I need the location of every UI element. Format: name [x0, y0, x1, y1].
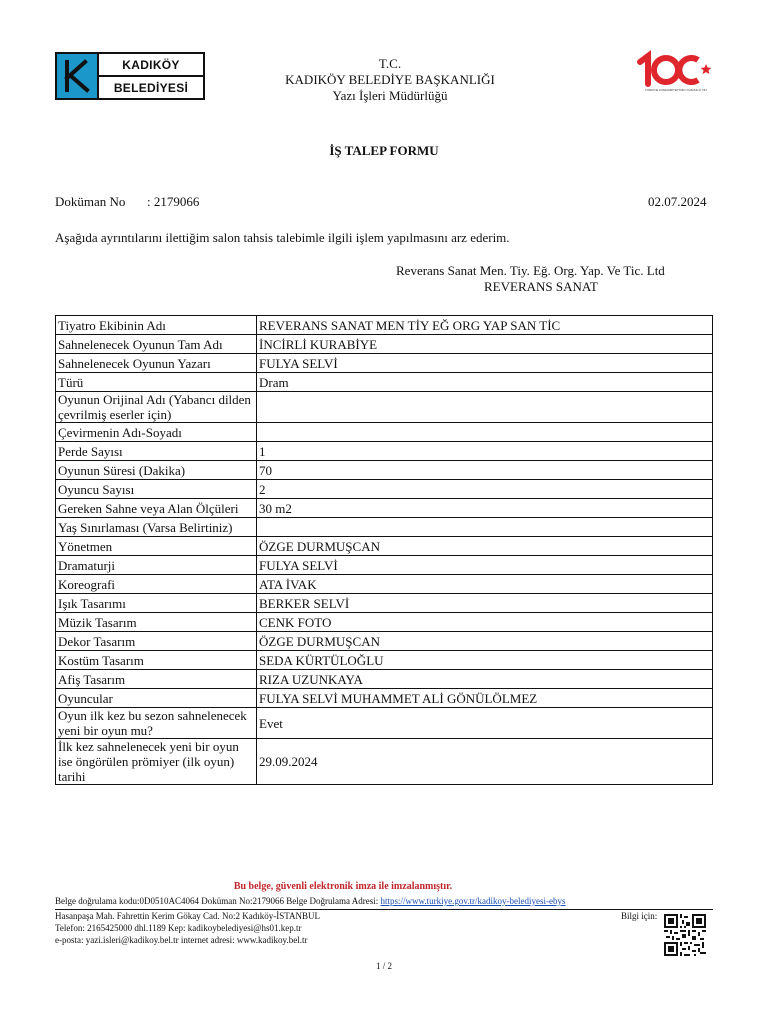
field-value: REVERANS SANAT MEN TİY EĞ ORG YAP SAN TİC: [257, 316, 713, 335]
header-institution: KADIKÖY BELEDİYE BAŞKANLIĞI: [285, 72, 495, 87]
field-value: 2: [257, 480, 713, 499]
table-row: [56, 423, 713, 442]
field-label: Oyun ilk kez bu sezon sahnelenecek yeni bir oyun mu?: [56, 708, 257, 739]
field-label: Oyuncular: [56, 689, 257, 708]
esign-notice: Bu belge, güvenli elektronik imza ile imzalanmıştır.: [233, 881, 453, 892]
field-value: FULYA SELVİ MUHAMMET ALİ GÖNÜLÖLMEZ: [257, 689, 713, 708]
form-table: [55, 315, 713, 785]
field-label: Oyuncu Sayısı: [56, 480, 257, 499]
table-row: [56, 480, 713, 499]
intro-text: Aşağıda ayrıntılarını ilettiğim salon tahsis talebimle ilgili işlem yapılmasını arz ederim.: [55, 230, 510, 245]
field-label: Dekor Tasarım: [56, 632, 257, 651]
company-name: Reverans Sanat Men. Tiy. Eğ. Org. Yap. Ve Tic. Ltd: [396, 263, 665, 278]
table-row: [56, 613, 713, 632]
field-label: Çevirmenin Adı-Soyadı: [56, 423, 257, 442]
table-row: [56, 392, 713, 423]
table-row: [56, 575, 713, 594]
header-department: Yazı İşleri Müdürlüğü: [332, 88, 448, 103]
field-value: FULYA SELVİ: [257, 354, 713, 373]
field-value: [257, 423, 713, 442]
table-row: [56, 518, 713, 537]
form-title: İŞ TALEP FORMU: [329, 143, 439, 158]
field-value: FULYA SELVİ: [257, 556, 713, 575]
field-label: Koreografi: [56, 575, 257, 594]
qr-code-icon: [664, 914, 706, 956]
field-value: ÖZGE DURMUŞCAN: [257, 537, 713, 556]
field-value: [257, 518, 713, 537]
table-row: [56, 594, 713, 613]
field-label: Dramaturji: [56, 556, 257, 575]
field-label: Kostüm Tasarım: [56, 651, 257, 670]
footer-phone: Telefon: 2165425000 dhl.1189 Kep: kadikoybelediyesi@hs01.kep.tr: [55, 923, 302, 933]
field-label: Yönetmen: [56, 537, 257, 556]
field-label: Afiş Tasarım: [56, 670, 257, 689]
field-label: Gereken Sahne veya Alan Ölçüleri: [56, 499, 257, 518]
company-short-name: REVERANS SANAT: [484, 279, 598, 294]
field-value: RIZA UZUNKAYA: [257, 670, 713, 689]
table-row: [56, 537, 713, 556]
logo-line2: BELEDİYESİ: [113, 80, 189, 95]
table-row: [56, 316, 713, 335]
table-row: [56, 499, 713, 518]
table-row: [56, 354, 713, 373]
logo-line1: KADIKÖY: [99, 54, 203, 77]
verification-link[interactable]: https://www.turkiye.gov.tr/kadikoy-belediyesi-ebys: [380, 896, 566, 906]
table-row: [56, 461, 713, 480]
badge-caption: TÜRKİYE CUMHURİYETİ'NİN YÜZÜNCÜ YILI: [645, 88, 707, 92]
doc-number-label: Doküman No: [55, 194, 126, 209]
table-row: [56, 632, 713, 651]
table-row: [56, 335, 713, 354]
field-label: Sahnelenecek Oyunun Yazarı: [56, 354, 257, 373]
field-value: İNCİRLİ KURABİYE: [257, 335, 713, 354]
field-value: 70: [257, 461, 713, 480]
table-row: [56, 442, 713, 461]
field-value: Evet: [257, 708, 713, 739]
field-value: SEDA KÜRTÜLOĞLU: [257, 651, 713, 670]
footer-email: e-posta: yazi.isleri@kadikoy.bel.tr internet adresi: www.kadikoy.bel.tr: [55, 935, 308, 945]
doc-number-value: : 2179066: [147, 194, 200, 209]
field-label: Işık Tasarımı: [56, 594, 257, 613]
field-label: Yaş Sınırlaması (Varsa Belirtiniz): [56, 518, 257, 537]
field-value: 30 m2: [257, 499, 713, 518]
table-row: [56, 739, 713, 785]
field-label: Sahnelenecek Oyunun Tam Adı: [56, 335, 257, 354]
verification-text: Belge doğrulama kodu:0D0510AC4064 Doküman No:2179066 Belge Doğrulama Adresi:: [55, 896, 379, 906]
doc-date: 02.07.2024: [648, 194, 707, 209]
info-label: Bilgi için:: [621, 911, 658, 921]
field-label: İlk kez sahnelenecek yeni bir oyun ise öngörülen prömiyer (ilk oyun) tarihi: [56, 739, 257, 785]
field-value: ATA İVAK: [257, 575, 713, 594]
table-row: [56, 373, 713, 392]
verification-line: [55, 895, 566, 907]
field-label: Türü: [56, 373, 257, 392]
kadikoy-logo: [55, 52, 205, 100]
field-value: ÖZGE DURMUŞCAN: [257, 632, 713, 651]
centennial-badge-icon: [636, 50, 716, 94]
field-label: Oyunun Süresi (Dakika): [56, 461, 257, 480]
table-row: [56, 651, 713, 670]
table-row: [56, 670, 713, 689]
page-number: 1 / 2: [375, 961, 392, 971]
field-value: Dram: [257, 373, 713, 392]
field-label: Tiyatro Ekibinin Adı: [56, 316, 257, 335]
k-logo-icon: [57, 54, 99, 98]
field-value: BERKER SELVİ: [257, 594, 713, 613]
header-tc: T.C.: [378, 56, 402, 71]
field-label: Perde Sayısı: [56, 442, 257, 461]
footer-address: Hasanpaşa Mah. Fahrettin Kerim Gökay Cad. No:2 Kadıköy-İSTANBUL: [55, 911, 320, 921]
field-value: CENK FOTO: [257, 613, 713, 632]
field-label: Oyunun Orijinal Adı (Yabancı dilden çevrilmiş eserler için): [56, 392, 257, 423]
field-value: [257, 392, 713, 423]
field-value: 29.09.2024: [257, 739, 713, 785]
field-label: Müzik Tasarım: [56, 613, 257, 632]
field-value: 1: [257, 442, 713, 461]
table-row: [56, 689, 713, 708]
table-row: [56, 556, 713, 575]
table-row: [56, 708, 713, 739]
